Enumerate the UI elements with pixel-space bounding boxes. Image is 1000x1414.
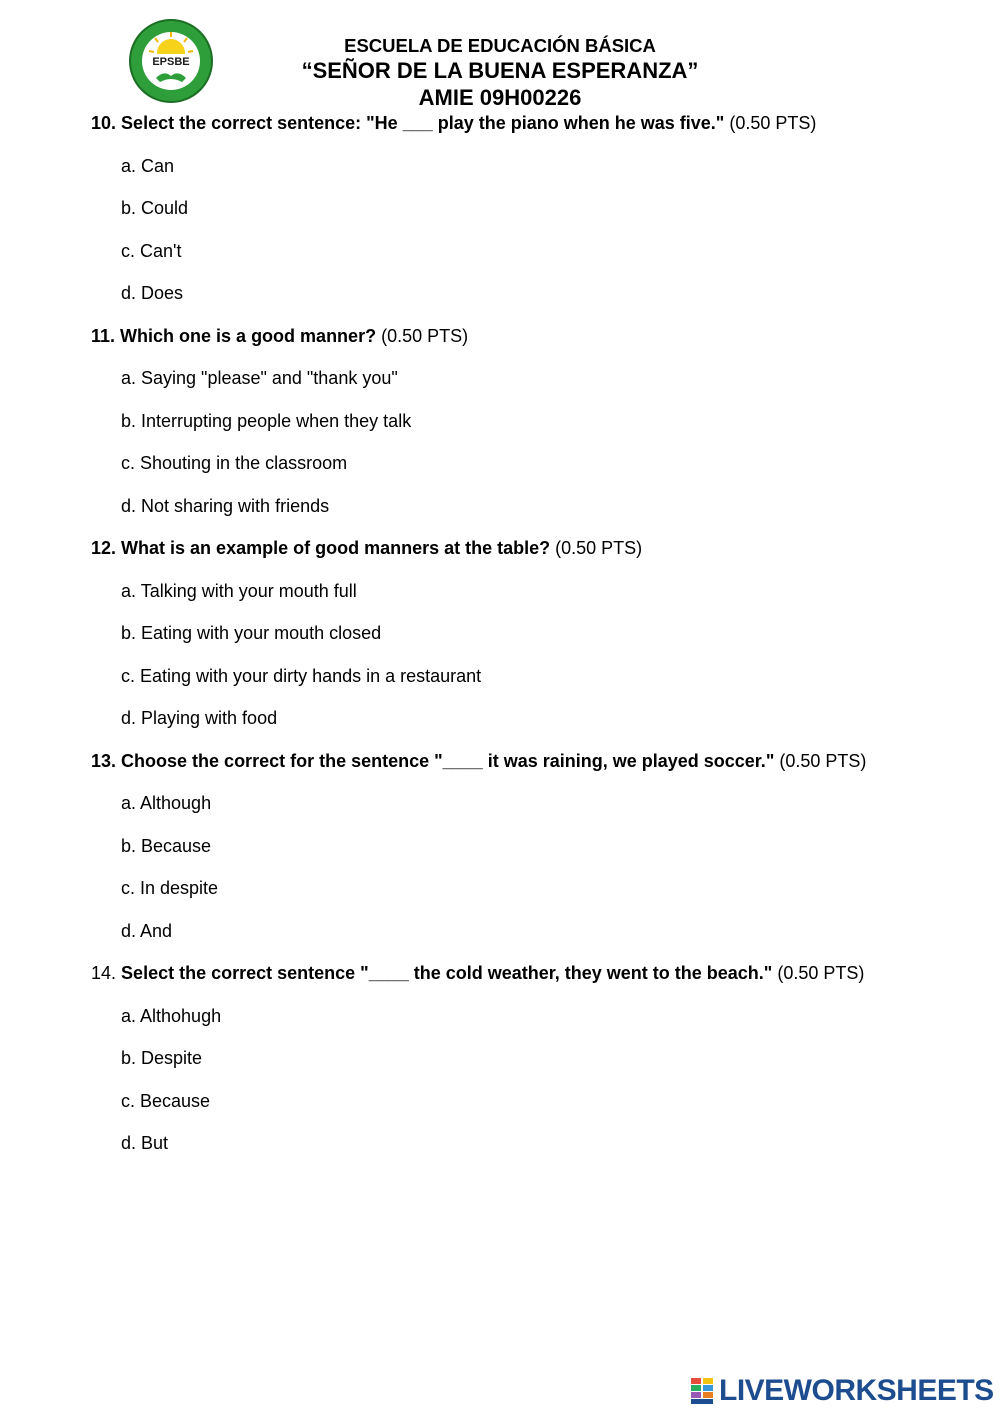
option-14a[interactable]: a. Althohugh [121, 1006, 222, 1026]
question-13 [91, 750, 866, 772]
question-points: (0.50 PTS) [381, 326, 469, 346]
school-line: ESCUELA DE EDUCACIÓN BÁSICA [344, 35, 656, 56]
option-14c[interactable]: c. Because [121, 1091, 211, 1111]
question-prompt: Select the correct sentence: "He ___ play the piano when he was five." [121, 113, 725, 133]
option-10c[interactable]: c. Can't [121, 241, 182, 261]
option-14b[interactable]: b. Despite [121, 1048, 203, 1068]
brand-text: LIVEWORKSHEETS [719, 1374, 994, 1407]
option-12c[interactable]: c. Eating with your dirty hands in a restaurant [121, 666, 482, 686]
question-14 [91, 962, 864, 984]
option-13a[interactable]: a. Although [121, 793, 212, 813]
option-11a[interactable]: a. Saying "please" and "thank you" [121, 368, 398, 388]
question-points: (0.50 PTS) [729, 113, 817, 133]
question-number: 11. [91, 326, 116, 346]
option-11d[interactable]: d. Not sharing with friends [121, 496, 330, 516]
option-12b[interactable]: b. Eating with your mouth closed [121, 623, 382, 643]
question-number: 12. [91, 538, 117, 558]
question-10 [91, 112, 816, 134]
question-number: 13. [91, 751, 117, 771]
option-12a[interactable]: a. Talking with your mouth full [121, 581, 357, 601]
option-11b[interactable]: b. Interrupting people when they talk [121, 411, 412, 431]
option-13b[interactable]: b. Because [121, 836, 212, 856]
question-prompt: Choose the correct for the sentence "____ it was raining, we played soccer." [121, 751, 775, 771]
question-points: (0.50 PTS) [779, 751, 867, 771]
option-13d[interactable]: d. And [121, 921, 173, 941]
page-header [0, 35, 1000, 111]
option-11c[interactable]: c. Shouting in the classroom [121, 453, 348, 473]
option-14d[interactable]: d. But [121, 1133, 169, 1153]
liveworksheets-icon [691, 1378, 713, 1404]
question-number: 14. [91, 963, 117, 983]
question-prompt: Select the correct sentence "____ the cold weather, they went to the beach." [121, 963, 773, 983]
question-points: (0.50 PTS) [555, 538, 643, 558]
question-prompt: What is an example of good manners at the table? [121, 538, 551, 558]
option-10b[interactable]: b. Could [121, 198, 189, 218]
liveworksheets-brand [691, 1374, 994, 1408]
option-13c[interactable]: c. In despite [121, 878, 219, 898]
question-12 [91, 537, 642, 559]
question-number: 10. [91, 113, 117, 133]
option-12d[interactable]: d. Playing with food [121, 708, 278, 728]
school-name: “SEÑOR DE LA BUENA ESPERANZA” [301, 58, 699, 83]
option-10d[interactable]: d. Does [121, 283, 184, 303]
logo-text: EPSBE [152, 56, 190, 68]
question-prompt: Which one is a good manner? [120, 326, 377, 346]
amie-code: AMIE 09H00226 [418, 85, 582, 110]
question-11 [91, 325, 468, 347]
question-points: (0.50 PTS) [777, 963, 865, 983]
option-10a[interactable]: a. Can [121, 156, 175, 176]
